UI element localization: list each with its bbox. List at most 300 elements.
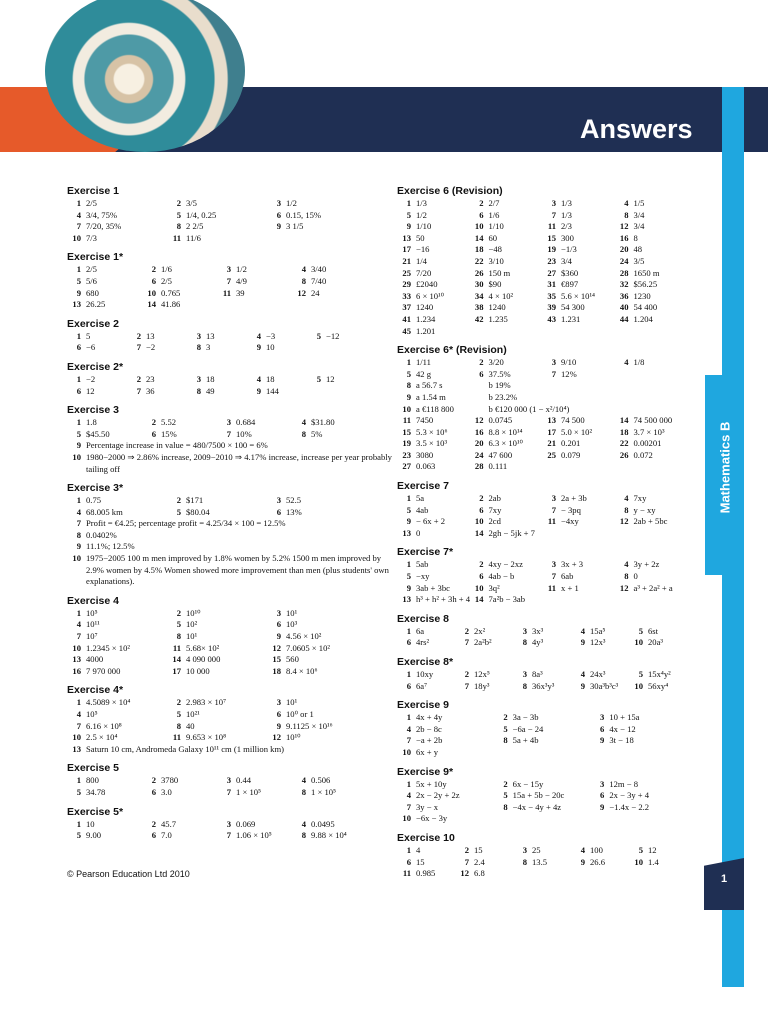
answer-row [67,507,397,519]
answer-value: 3/4, 75% [86,209,118,220]
answer-cell [67,429,110,439]
answer-value: 680 [86,287,99,298]
answer-cell [217,429,252,439]
answer-cell [513,845,541,855]
answer-value: −6 [86,342,96,353]
answer-cell [397,369,431,379]
answer-number: 9 [256,342,261,353]
answer-cell [615,279,658,289]
answer-number: 8 [503,801,508,812]
answer-value: 24x³ [590,669,606,679]
answer-cell [629,626,658,636]
answer-number: 5 [638,625,643,636]
answer-number: 2 [176,607,181,618]
exercise-title: Exercise 7 [397,480,449,493]
answer-value: 9.1125 × 10¹⁶ [286,720,333,731]
answer-number: 1 [76,373,81,384]
answer-value: b 19% [488,380,511,391]
answer-row [397,221,707,233]
answer-cell [67,210,117,220]
answer-cell [513,637,543,647]
exercise-title: Exercise 5 [67,762,119,775]
answer-cell [397,712,442,722]
answer-number: 8 [406,380,411,391]
answer-cell [247,342,275,352]
answer-value: 10¹⁰ [286,732,301,743]
answer-number: 9 [600,735,605,746]
answer-cell [542,233,574,243]
answer-value: 1.4 [648,856,659,867]
answer-row [67,787,397,799]
answer-row [67,530,397,542]
answer-value: 8a³ [532,669,543,679]
answer-value: 5 [86,330,91,341]
answer-cell [247,374,275,384]
answer-cell [142,288,180,298]
answer-cell [542,505,581,515]
answer-number: 7 [551,368,556,379]
answer-row [397,571,707,583]
answer-value: 2x − 2y + 2z [416,790,460,801]
answer-value: 0.0745 [488,415,513,426]
answer-number: 6 [276,619,281,630]
answer-value: Percentage increase in value = 480/7500 × 100 = 6% [86,440,268,451]
answer-value: 9.653 × 10⁸ [186,732,227,743]
answer-cell [397,404,454,414]
answer-number: 9 [406,391,411,402]
answer-row [397,637,707,649]
answer-value: 0.0495 [311,818,335,829]
answer-number: 9 [76,440,81,451]
answer-value: 1975−2005 100 m men improved by 1.8% women by 5.2% 1500 m men improved by 2.9% women by 4.5% Women showed more improvement than men (plus students' own explanations). [86,553,389,587]
answer-number: 13 [72,654,81,665]
answer-value: 3ab + 3bc [416,582,450,593]
answer-row [67,643,397,655]
answer-number: 3 [276,607,281,618]
answer-value: 25 [532,844,541,855]
answer-cell [470,493,501,503]
answer-number: 18 [272,665,281,676]
answer-cell [470,427,523,437]
answer-number: 11 [547,582,556,593]
answer-cell [470,380,511,390]
answer-cell [167,210,216,220]
answer-value: 2.983 × 10⁷ [186,697,227,708]
answer-value: 1230 [633,290,651,301]
answer-value: 52.5 [286,495,302,506]
answer-number: 7 [226,830,231,841]
answer-cell [470,528,535,538]
answer-value: 60 [488,232,498,243]
answer-cell [142,830,172,840]
answer-cell [292,288,320,298]
answer-value: 1.234 [416,313,436,324]
answer-number: 9 [580,637,585,648]
answer-value: 4.56 × 10² [286,631,322,642]
answer-value: −1.4x − 2.2 [609,801,650,812]
answer-cell [513,681,554,691]
answer-cell [397,450,433,460]
answer-value: 0.072 [633,449,653,460]
answer-value: 0.684 [236,417,256,428]
answer-number: 8 [176,720,181,731]
answer-row [397,210,707,222]
answer-cell [142,417,176,427]
answer-value: 7/20 [416,267,432,278]
answer-value: $171 [186,495,204,506]
answer-value: 1/8 [633,357,645,368]
answer-row [67,721,397,733]
answer-row [397,583,707,595]
answer-number: 7 [76,720,81,731]
answer-number: 9 [76,287,81,298]
answer-cell [217,417,255,427]
answer-value: 0.44 [236,775,252,786]
answer-cell [542,369,577,379]
answer-cell [267,709,314,720]
answer-row [67,732,397,744]
answer-number: 10 [634,637,643,648]
answer-number: 30 [474,279,484,290]
answer-value: 56xy⁴ [648,680,669,691]
answer-value: 1650 m [633,267,660,278]
answer-value: 13 [146,330,155,341]
answer-value: 3/4 [561,255,572,266]
answer-value: 6st [648,625,659,636]
answer-row [67,331,397,343]
answer-number: 40 [619,302,629,313]
answer-value: 9.00 [86,830,102,841]
answer-number: 10 [474,516,484,527]
answer-value: $360 [561,267,579,278]
answer-cell [67,264,97,274]
answer-cell [615,314,653,324]
answer-cell [615,291,651,301]
answer-value: 4xy − 2xz [488,559,523,570]
answer-cell [397,493,424,503]
answer-value: 15 [474,844,483,855]
answer-number: 10 [72,451,81,462]
answer-cell [470,450,513,460]
answer-value: x + 1 [561,582,579,593]
answer-cell [615,505,656,515]
answer-value: 4 090 000 [186,654,221,665]
exercise-title: Exercise 2 [67,317,119,330]
answer-number: 1 [76,330,81,341]
answer-value: 8.8 × 10¹⁴ [488,426,523,437]
answer-value: 68.005 km [86,506,123,517]
answer-number: 35 [547,290,556,301]
answer-value: 3 [206,342,211,353]
answer-number: 1 [406,357,411,368]
answer-cell [67,787,105,797]
answer-number: 4 [76,619,81,630]
answer-cell [67,608,98,618]
answer-value: 1.06 × 10⁵ [236,830,272,841]
answer-number: 7 [226,275,231,286]
answer-cell [629,669,671,679]
answer-cell [615,268,660,278]
answer-number: 8 [301,830,306,841]
answer-number: 4 [76,506,81,517]
answer-cell [397,302,433,312]
answer-cell [513,857,547,867]
answer-value: − 3pq [561,504,581,515]
exercise-title: Exercise 1* [67,251,124,264]
answer-value: 7/40 [311,275,327,286]
answer-row [67,654,397,666]
answer-cell [615,221,645,231]
answer-value: 4000 [86,654,104,665]
answer-number: 36 [619,290,629,301]
answer-value: −2 [86,373,96,384]
answer-number: 8 [522,856,527,867]
answer-cell [267,697,297,707]
answer-cell [397,256,427,266]
answer-value: 1 × 10⁵ [236,786,262,797]
answer-cell [397,326,435,336]
answer-value: 15a⁵ [590,625,606,636]
answer-cell [167,233,201,243]
answer-value: 5% [311,428,323,439]
answer-value: £2040 [416,279,438,290]
answer-cell [67,495,101,505]
answer-number: 6 [406,680,411,691]
exercise-title: Exercise 1 [67,185,119,197]
answer-number: 1 [406,493,411,504]
answer-value: 4rs² [416,637,430,648]
answer-row [397,626,707,638]
answer-row [397,802,707,814]
answer-cell [542,516,579,526]
answer-value: b 23.2% [488,391,518,402]
answer-cell [267,631,321,641]
answer-value: $45.50 [86,428,110,439]
answer-number: 1 [76,264,81,275]
answer-cell [167,697,226,707]
answer-cell [470,438,524,449]
answer-number: 9 [600,801,605,812]
answer-number: 7 [76,518,81,529]
answer-number: 5 [406,209,411,220]
answer-value: 4.5089 × 10⁴ [86,697,131,708]
answer-number: 21 [402,255,411,266]
answer-number: 11 [402,415,411,426]
answer-cell [615,302,658,312]
answer-row [397,233,707,245]
answer-row [397,198,707,210]
answer-value: Saturn 10 cm, Andromeda Galaxy 10¹¹ cm (1 million km) [86,743,284,754]
answer-number: 7 [551,504,556,515]
answer-value: 10⁰ or 1 [286,709,314,719]
answer-value: 5.68× 10² [186,642,220,653]
answer-value: 1/3 [561,198,572,208]
answer-cell [397,637,429,647]
answer-row [397,438,707,450]
answer-value: 1980−2000 ⇒ 2.86% increase, 2009−2010 ⇒ 4.17% increase, increase per year probably tailing off [86,451,392,474]
answer-value: 10 [266,342,275,353]
answer-cell [455,857,485,867]
exercise-section [67,595,397,678]
answer-cell [267,221,303,231]
answer-value: 2a²b² [474,637,492,648]
exercise-section [67,762,397,798]
answer-cell [167,221,203,231]
answer-value: 3x³ [532,625,544,636]
answer-row [397,505,707,517]
answer-cell [127,331,155,341]
answer-number: 7 [136,342,141,353]
answer-value: 3y + 2z [633,559,660,570]
answer-number: 13 [402,232,411,243]
answer-row [67,276,397,288]
answer-cell [397,528,420,538]
answer-cell [470,268,511,278]
answer-number: 10 [474,221,484,232]
answer-number: 8 [503,735,508,746]
answer-value: −6a − 24 [512,723,544,734]
answer-number: 9 [406,516,411,527]
answer-cell [397,747,438,757]
answer-cell [187,342,210,352]
answer-number: 10 [634,680,643,691]
answer-cell [470,221,504,231]
answer-value: 1.235 [488,313,508,324]
answer-number: 10 [72,642,81,653]
answer-number: 3 [551,357,556,368]
exercise-section [397,766,707,825]
answer-number: 4 [406,723,411,734]
answer-number: 6 [600,723,605,734]
answer-number: 42 [474,313,484,324]
answer-cell [292,429,322,439]
answer-number: 7 [551,209,556,220]
answer-number: 6 [406,856,411,867]
answer-cell [470,369,511,379]
answer-row [67,429,397,441]
answer-value: 2a + 3b [561,493,587,504]
answer-cell [542,314,580,324]
answer-value: 7xy [488,504,502,515]
answer-number: 16 [619,232,629,243]
answer-row [397,594,707,606]
answer-number: 1 [406,669,411,679]
answer-row [67,221,397,233]
answer-value: 0.063 [416,461,436,472]
answer-value: 12x³ [590,637,606,648]
answer-number: 24 [474,449,484,460]
answer-value: 8.4 × 10⁶ [286,665,318,676]
answer-value: 5ab [416,559,429,570]
answer-cell [67,233,97,243]
answer-value: 9.88 × 10⁴ [311,830,347,841]
answer-row [397,302,707,314]
answer-number: 4 [301,775,306,786]
exercise-section [397,185,707,337]
answer-number: 4 [256,373,261,384]
answer-value: 0.069 [236,818,256,829]
answer-number: 9 [580,856,585,867]
answer-cell [629,637,663,647]
answer-value: 3/5 [633,255,645,266]
answer-value: 3x + 3 [561,559,584,570]
answer-cell [615,516,668,526]
answer-cell [629,845,657,855]
answer-number: 2 [151,264,156,275]
answer-number: 13 [402,594,411,605]
answer-value: 10% [236,428,252,439]
answer-row [67,386,397,398]
answer-cell [397,314,435,324]
answer-number: 9 [406,221,411,232]
answer-cell [267,495,301,505]
answer-number: 1 [76,198,81,208]
answer-cell [470,244,502,254]
answer-cell [542,210,572,220]
answer-number: 28 [474,461,484,472]
answer-value: −16 [416,244,430,255]
answer-cell [397,669,433,679]
answer-cell [247,331,275,341]
answer-cell [397,559,428,569]
exercise-section [67,251,397,310]
exercise-title: Exercise 8* [397,656,454,668]
answer-value: 2.5 × 10⁴ [86,732,118,743]
answer-value: 150 m [488,267,511,278]
answer-row [397,357,707,369]
answer-cell [67,386,95,396]
answer-value: 5a + 4b [512,735,539,746]
answer-number: 15 [402,426,411,437]
exercise-section [67,806,397,842]
answer-row [67,342,397,354]
answer-number: 7 [76,631,81,642]
exercise-section [67,482,397,588]
answer-value: 4ab [416,504,429,515]
answer-value: Profit = €4.25; percentage profit = 4.25/34 × 100 = 12.5% [86,518,286,529]
answer-value: 2/5 [161,275,172,286]
answer-cell [470,594,526,604]
answer-number: 12 [272,642,281,653]
answer-number: 27 [402,461,411,472]
answer-row [67,830,397,842]
exercise-title: Exercise 9 [397,699,449,712]
answer-value: 7a²b − 3ab [488,594,526,605]
answer-cell [142,775,178,785]
answer-value: 7.0605 × 10² [286,642,330,653]
answer-row [397,404,707,416]
answer-value: 18 [206,373,215,384]
answer-cell [470,392,518,402]
answer-number: 2 [479,493,484,504]
answer-number: 2 [479,357,484,368]
answer-value: $80.04 [186,506,210,517]
answer-cell [167,721,195,731]
answer-number: 4 [624,198,629,208]
answer-cell [542,268,578,278]
answer-number: 17 [402,244,411,255]
answer-number: 6 [151,275,156,286]
answer-number: 11 [547,221,556,232]
answer-value: 24 [311,287,320,298]
answer-value: 10xy [416,669,434,679]
answer-value: $90 [488,279,502,290]
answer-number: 3 [551,559,556,570]
answer-number: 5 [406,504,411,515]
answer-cell [397,392,446,402]
answer-cell [397,221,431,231]
answer-row [67,299,397,311]
